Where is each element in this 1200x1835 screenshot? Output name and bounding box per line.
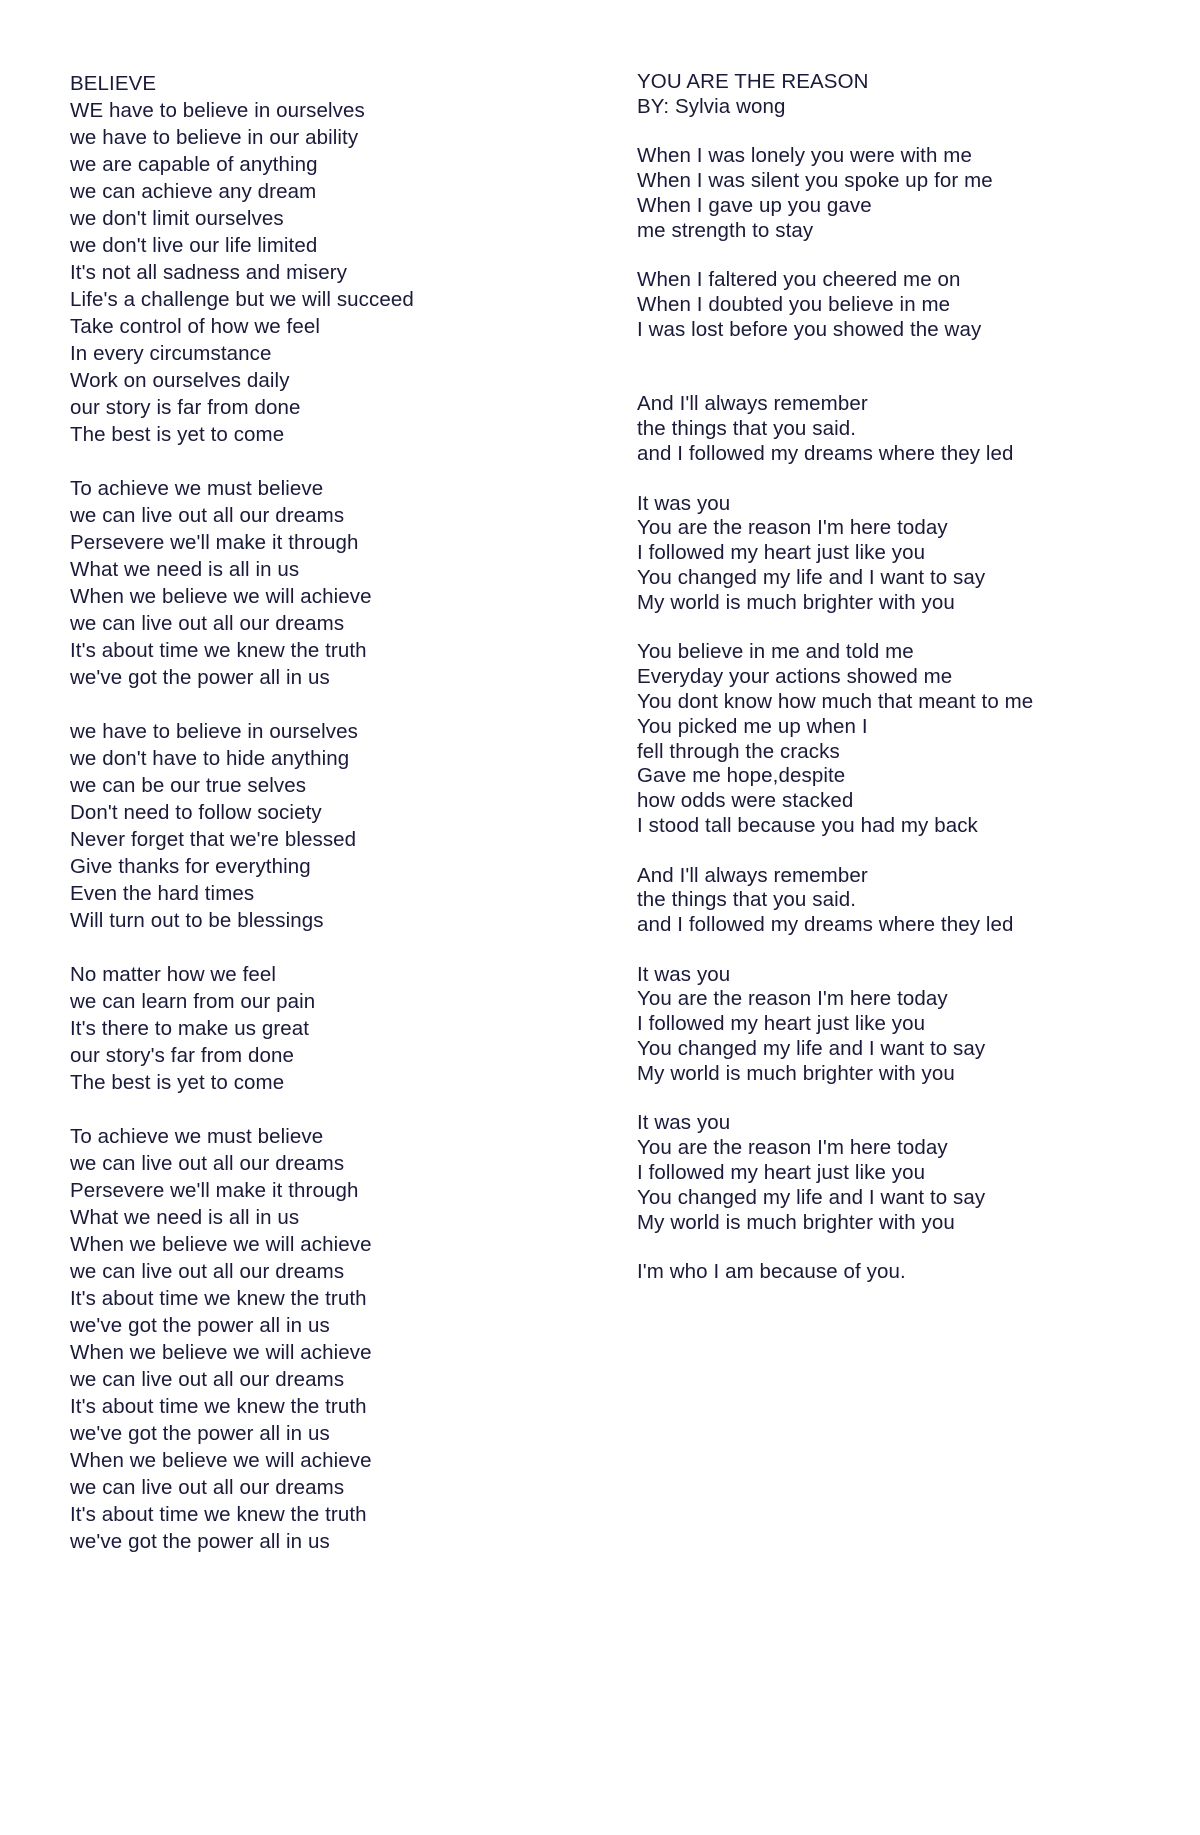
stanza <box>637 640 1177 838</box>
poem-line: When I gave up you gave <box>637 193 872 217</box>
poem-line: When we believe we will achieve <box>70 1341 372 1364</box>
poem-line: Life's a challenge but we will succeed <box>70 288 414 311</box>
poem-line: the things that you said. <box>637 888 857 912</box>
poem-line: When I was silent you spoke up for me <box>637 169 993 193</box>
poem-line: we can be our true selves <box>70 774 307 797</box>
poem-line: It's about time we knew the truth <box>70 1287 367 1310</box>
poem-line: we can learn from our pain <box>70 990 316 1013</box>
stanza <box>637 392 1177 466</box>
poem-line: You dont know how much that meant to me <box>637 689 1034 713</box>
poem-line: we can live out all our dreams <box>70 1260 345 1283</box>
poem-line: It was you <box>637 1111 731 1135</box>
poem-line: Persevere we'll make it through <box>70 531 359 554</box>
poem-line: When I doubted you believe in me <box>637 293 951 317</box>
poem-you-are-the-reason <box>637 70 1177 1285</box>
stanza <box>637 1111 1177 1235</box>
poem-line: we can achieve any dream <box>70 180 317 203</box>
poem-line: the things that you said. <box>637 417 857 441</box>
poem-line: we can live out all our dreams <box>70 1476 345 1499</box>
poem-line: we can live out all our dreams <box>70 612 345 635</box>
poem-line: The best is yet to come <box>70 423 285 446</box>
poem-line: It's about time we knew the truth <box>70 639 367 662</box>
stanza <box>70 961 590 1096</box>
poem-line: BY: Sylvia wong <box>637 94 786 118</box>
poem-line: me strength to stay <box>637 218 814 242</box>
stanza <box>637 268 1177 342</box>
poem-line: Everyday your actions showed me <box>637 665 953 689</box>
poem-line: and I followed my dreams where they led <box>637 441 1014 465</box>
poem-line: how odds were stacked <box>637 789 854 813</box>
poem-line: Take control of how we feel <box>70 315 320 338</box>
poem-line: When we believe we will achieve <box>70 585 372 608</box>
poem-line: You changed my life and I want to say <box>637 1185 986 1209</box>
poem-line: You changed my life and I want to say <box>637 1037 986 1061</box>
poem-line: fell through the cracks <box>637 739 840 763</box>
poem-line: It was you <box>637 962 731 986</box>
poem-line: It's there to make us great <box>70 1017 310 1040</box>
poem-line: In every circumstance <box>70 342 272 365</box>
stanza <box>70 70 590 448</box>
poem-line: Never forget that we're blessed <box>70 828 357 851</box>
poem-line: And I'll always remember <box>637 863 868 887</box>
poem-line: Gave me hope,despite <box>637 764 846 788</box>
poem-believe <box>70 70 590 1555</box>
poem-line: I'm who I am because of you. <box>637 1260 906 1284</box>
poem-line: Don't need to follow society <box>70 801 322 824</box>
poem-line: What we need is all in us <box>70 558 300 581</box>
poem-line: I was lost before you showed the way <box>637 317 982 341</box>
poem-line: I stood tall because you had my back <box>637 813 978 837</box>
poem-line: we've got the power all in us <box>70 1530 330 1553</box>
poem-line: we don't limit ourselves <box>70 207 284 230</box>
poem-line: I followed my heart just like you <box>637 541 926 565</box>
poem-line: we can live out all our dreams <box>70 1368 345 1391</box>
poem-line: we have to believe in our ability <box>70 126 359 149</box>
poem-line: My world is much brighter with you <box>637 1210 955 1234</box>
poem-line: It's about time we knew the truth <box>70 1503 367 1526</box>
poem-line: Work on ourselves daily <box>70 369 290 392</box>
poem-line: No matter how we feel <box>70 963 277 986</box>
poem-line: You believe in me and told me <box>637 640 914 664</box>
stanza <box>70 475 590 691</box>
poem-line: we don't live our life limited <box>70 234 318 257</box>
poem-line: To achieve we must believe <box>70 1125 324 1148</box>
poem-line: Will turn out to be blessings <box>70 909 324 932</box>
poem-line: I followed my heart just like you <box>637 1012 926 1036</box>
poem-line: our story is far from done <box>70 396 301 419</box>
poem-line: When we believe we will achieve <box>70 1233 372 1256</box>
stanza <box>70 1123 590 1555</box>
stanza <box>637 492 1177 616</box>
poem-line: we've got the power all in us <box>70 1314 330 1337</box>
poem-line: and I followed my dreams where they led <box>637 913 1014 937</box>
poem-line: When we believe we will achieve <box>70 1449 372 1472</box>
poem-line: Persevere we'll make it through <box>70 1179 359 1202</box>
stanza <box>637 144 1177 243</box>
poem-line: What we need is all in us <box>70 1206 300 1229</box>
poem-line: It's not all sadness and misery <box>70 261 348 284</box>
poem-line: we've got the power all in us <box>70 666 330 689</box>
poem-line: we can live out all our dreams <box>70 1152 345 1175</box>
poem-line: we can live out all our dreams <box>70 504 345 527</box>
poem-line: And I'll always remember <box>637 392 868 416</box>
poem-line: we've got the power all in us <box>70 1422 330 1445</box>
poem-line: WE have to believe in ourselves <box>70 99 365 122</box>
poem-line: When I was lonely you were with me <box>637 144 972 168</box>
poem-line: I followed my heart just like you <box>637 1161 926 1185</box>
poem-line: our story's far from done <box>70 1044 295 1067</box>
poem-line: To achieve we must believe <box>70 477 324 500</box>
poem-line: It was you <box>637 491 731 515</box>
poem-line: When I faltered you cheered me on <box>637 268 961 292</box>
poem-line: You are the reason I'm here today <box>637 516 948 540</box>
stanza <box>637 963 1177 1087</box>
poem-line: My world is much brighter with you <box>637 590 955 614</box>
poem-line: we are capable of anything <box>70 153 318 176</box>
poem-line: You picked me up when I <box>637 714 868 738</box>
poem-line: Even the hard times <box>70 882 255 905</box>
stanza <box>637 864 1177 938</box>
poem-line: My world is much brighter with you <box>637 1061 955 1085</box>
poem-line: Give thanks for everything <box>70 855 311 878</box>
poem-line: we have to believe in ourselves <box>70 720 358 743</box>
stanza <box>637 1260 1177 1285</box>
poem-line: YOU ARE THE REASON <box>637 70 869 93</box>
poem-line: You are the reason I'm here today <box>637 1136 948 1160</box>
poem-line: You changed my life and I want to say <box>637 565 986 589</box>
poem-line: BELIEVE <box>70 72 157 95</box>
stanza <box>70 718 590 934</box>
stanza <box>637 70 1177 120</box>
poem-line: The best is yet to come <box>70 1071 285 1094</box>
poem-line: You are the reason I'm here today <box>637 987 948 1011</box>
poem-line: we don't have to hide anything <box>70 747 350 770</box>
poem-line: It's about time we knew the truth <box>70 1395 367 1418</box>
